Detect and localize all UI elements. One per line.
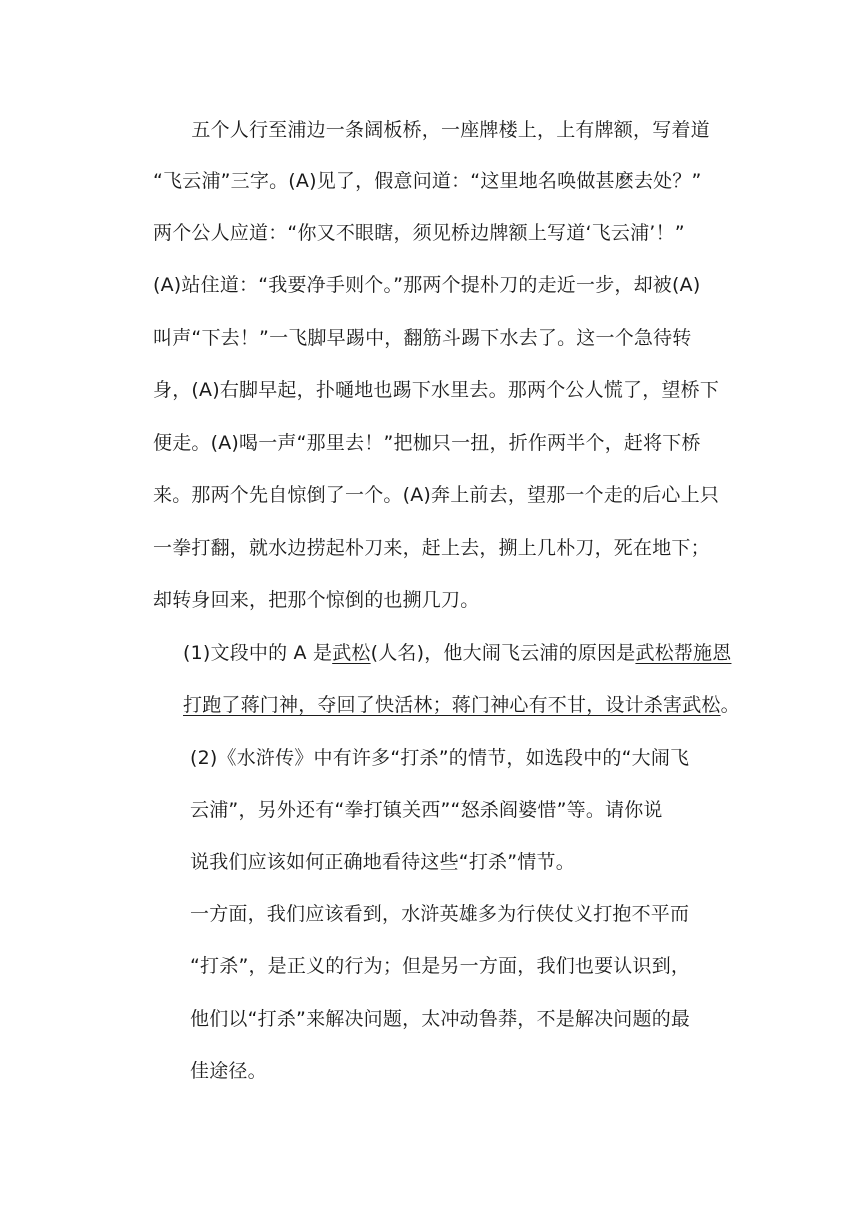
passage-line-1: 五个人行至浦边一条阔板桥，一座牌楼上，上有牌额，写着道 xyxy=(153,119,710,141)
passage-line-10: 却转身回来，把那个惊倒的也搠几刀。 xyxy=(153,589,480,611)
question-1-end-punct: 。 xyxy=(720,694,740,716)
question-1-prompt-part2: (人名)，他大闹飞云浦的原因是 xyxy=(370,642,636,664)
answer-2-line-1: 一方面，我们应该看到，水浒英雄多为行侠仗义打抱不平而 xyxy=(190,903,690,925)
question-1-line-2 xyxy=(183,692,740,718)
question-2-line-2: 云浦”，另外还有“拳打镇关西”“怒杀阎婆惜”等。请你说 xyxy=(190,799,663,821)
passage-line-6: 身，(A)右脚早起，扑嗵地也踢下水里去。那两个公人慌了，望桥下 xyxy=(153,379,720,401)
passage-line-7: 便走。(A)喝一声“那里去！”把枷只一扭，折作两半个，赶将下桥 xyxy=(153,432,701,454)
question-2-line-1: (2)《水浒传》中有许多“打杀”的情节，如选段中的“大闹飞 xyxy=(190,747,690,769)
question-2-line-3: 说我们应该如何正确地看待这些“打杀”情节。 xyxy=(190,851,575,873)
question-1-answer-reason-2: 打跑了蒋门神，夺回了快活林；蒋门神心有不甘，设计杀害武松 xyxy=(183,694,721,716)
passage-line-3: 两个公人应道：“你又不眼瞎，须见桥边牌额上写道‘飞云浦’！” xyxy=(153,222,685,244)
answer-2-line-4: 佳途径。 xyxy=(190,1060,267,1082)
question-1-answer-reason-1: 武松帮施恩 xyxy=(635,642,732,664)
question-1-line-1 xyxy=(183,640,731,666)
passage-line-2: “飞云浦”三字。(A)见了，假意问道：“这里地名唤做甚麽去处？” xyxy=(153,170,702,192)
passage-line-8: 来。那两个先自惊倒了一个。(A)奔上前去，望那一个走的后心上只 xyxy=(153,484,720,506)
passage-line-9: 一拳打翻，就水边捞起朴刀来，赶上去，搠上几朴刀，死在地下； xyxy=(153,537,710,559)
question-1-prompt-part1: (1)文段中的 A 是 xyxy=(183,642,333,664)
passage-line-5: 叫声“下去！”一飞脚早踢中，翻筋斗踢下水去了。这一个急待转 xyxy=(153,327,692,349)
question-1-answer-name: 武松 xyxy=(332,642,371,664)
answer-2-line-3: 他们以“打杀”来解决问题，太冲动鲁莽，不是解决问题的最 xyxy=(190,1008,691,1030)
answer-2-line-2: “打杀”，是正义的行为；但是另一方面，我们也要认识到， xyxy=(190,955,691,977)
passage-line-4: (A)站住道：“我要净手则个。”那两个提朴刀的走近一步，却被(A) xyxy=(153,274,701,296)
